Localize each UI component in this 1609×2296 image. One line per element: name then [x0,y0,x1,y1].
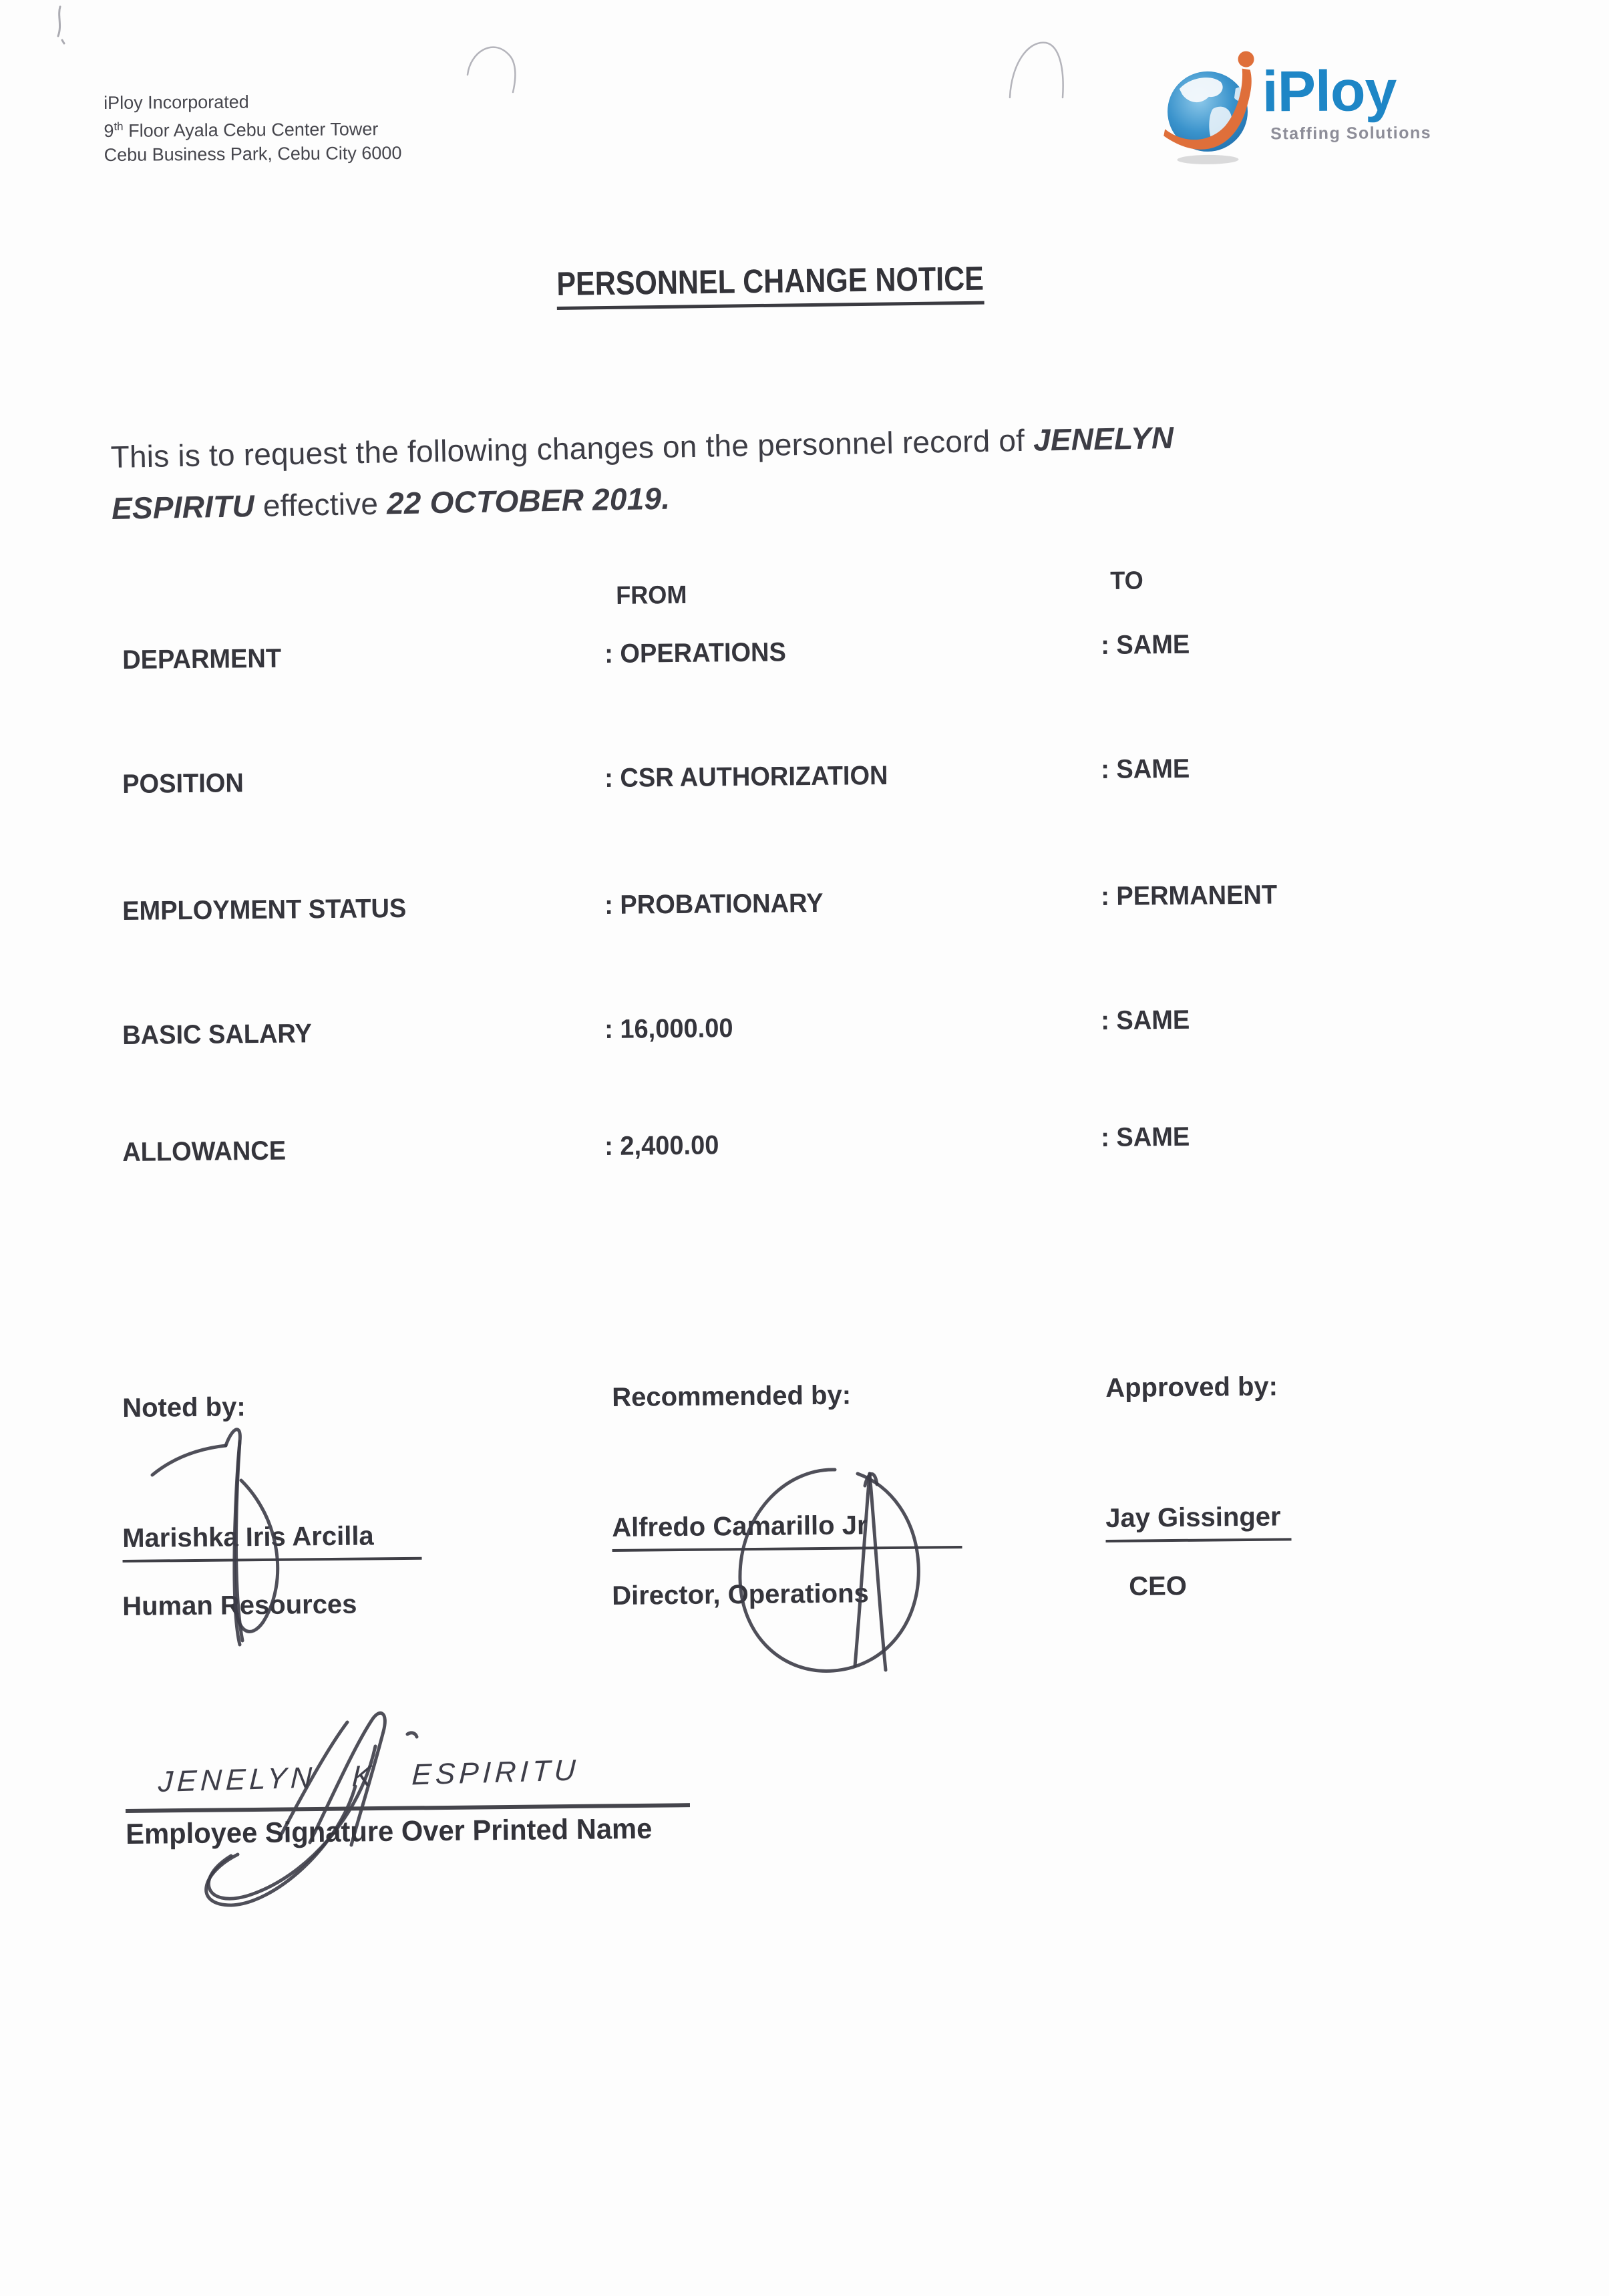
address-line-1: 9th Floor Ayala Cebu Center Tower [104,119,379,141]
signatory-heading: Noted by: [122,1392,246,1423]
from-value: : OPERATIONS [604,637,787,669]
signature-line [126,1803,690,1813]
to-value: : SAME [1101,1122,1190,1152]
column-header-to: TO [1110,566,1143,595]
logo-tagline: Staffing Solutions [1270,123,1432,144]
intro-paragraph [110,407,1421,534]
address-line-2: Cebu Business Park, Cebu City 6000 [104,142,402,165]
page-title: PERSONNEL CHANGE NOTICE [556,259,984,310]
table-row-allowance [0,1122,1609,1178]
from-value: : PROBATIONARY [604,888,824,920]
row-label: DEPARMENT [122,643,282,675]
signatory-name: Jay Gissinger [1105,1502,1292,1542]
from-value: : CSR AUTHORIZATION [604,760,888,793]
signatory-title: CEO [1129,1571,1188,1601]
table-row-employment-status [0,880,1609,937]
employee-name-line1: JENELYN [1033,420,1174,458]
intro-text: This is to request the following changes on the personnel record of [110,422,1034,474]
row-label: POSITION [122,768,244,799]
signature-recommended-by [720,1462,947,1682]
to-value: : PERMANENT [1101,880,1278,911]
signatory-heading: Approved by: [1105,1371,1278,1403]
row-label: BASIC SALARY [122,1019,313,1050]
signatory-noted-by [122,1392,536,1621]
row-label: ALLOWANCE [122,1136,287,1167]
employee-signature-caption: Employee Signature Over Printed Name [126,1812,653,1850]
signatory-name: Alfredo Camarillo Jr [612,1510,962,1552]
table-row-position [0,754,1609,810]
signatory-heading: Recommended by: [612,1380,852,1412]
from-value: : 16,000.00 [604,1013,733,1044]
signatory-title: Human Resources [122,1589,357,1621]
company-address [104,89,402,167]
intro-effective-word: effective [254,486,387,524]
effective-date: 22 OCTOBER 2019. [386,480,671,521]
to-value: : SAME [1101,1005,1190,1035]
row-label: EMPLOYMENT STATUS [122,893,407,926]
logo-brand-text: iPloy [1262,59,1397,124]
table-row-department [0,629,1609,685]
signatory-approved-by [1105,1371,1519,1601]
column-header-from: FROM [616,581,687,610]
table-row-basic-salary [0,1005,1609,1061]
signatory-recommended-by [612,1380,1026,1611]
to-value: : SAME [1101,629,1190,660]
from-value: : 2,400.00 [604,1130,719,1161]
signatory-name: Marishka Iris Arcilla [122,1521,422,1563]
company-name: iPloy Incorporated [104,92,249,113]
company-logo [1160,39,1455,175]
signatory-title: Director, Operations [612,1579,869,1611]
to-value: : SAME [1101,754,1190,784]
employee-name-line2: ESPIRITU [111,488,255,526]
employee-handwritten-name: JENELYN K ESPIRITU [157,1754,580,1799]
